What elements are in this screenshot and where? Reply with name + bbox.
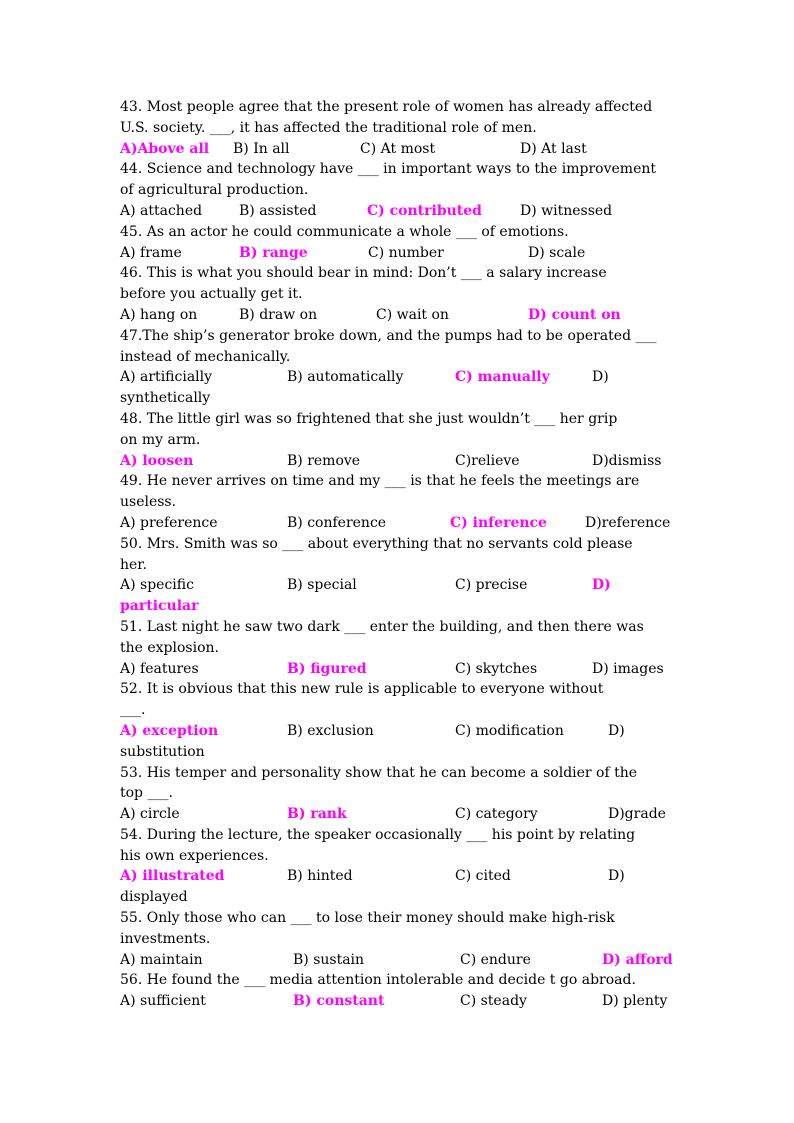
answer-option: B) In all [233,140,290,157]
question-text-line: useless. [120,494,177,511]
answer-option: C) skytches [455,660,538,677]
question-text-line: the explosion. [120,639,219,656]
correct-answer-option: B) figured [287,660,367,677]
answer-option: A) artificially [120,369,213,386]
answer-option: D)grade [608,806,666,823]
answer-option: B) exclusion [287,722,374,739]
question-text-line: 52. It is obvious that this new rule is applicable to everyone without [120,681,604,698]
answer-option: C) category [455,806,538,823]
answer-option: C) number [368,244,444,261]
answer-options-line [120,305,720,326]
question-text-line: 49. He never arrives on time and my ___ is that he feels the meetings are [120,473,640,490]
answer-option: B) special [287,577,357,594]
answer-option: C)relieve [455,452,520,469]
answer-option: B) conference [287,514,387,531]
answer-options-line [120,243,720,264]
answer-option: D)dismiss [592,452,662,469]
document-page [120,97,720,1012]
answer-option: C) At most [360,140,436,157]
question-text-line: her. [120,556,147,573]
question-text-line: 44. Science and technology have ___ in important ways to the improvement [120,161,657,178]
answer-option: A) circle [120,806,180,823]
question-text-line: 47.The ship’s generator broke down, and the pumps had to be operated ___ [120,327,657,344]
answer-option: C) modification [455,722,564,739]
answer-option: B) draw on [239,306,318,323]
answer-option: D) scale [528,244,586,261]
question-text-line: investments. [120,930,211,947]
answer-option: C) steady [460,993,527,1010]
correct-answer-option: B) range [239,244,308,261]
correct-answer-option: C) inference [450,514,547,531]
answer-option: C) endure [460,951,531,968]
correct-answer-option: B) constant [293,993,385,1010]
answer-option: B) automatically [287,369,404,386]
correct-answer-option: A) loosen [120,452,194,469]
answer-option: D) [608,868,625,885]
question-text-line: his own experiences. [120,847,269,864]
question-text-line: of agricultural production. [120,182,309,199]
correct-answer-option: A) illustrated [120,868,225,885]
question-text-line: 56. He found the ___ media attention intolerable and decide t go abroad. [120,972,636,989]
question-text-line: U.S. society. ___, it has affected the traditional role of men. [120,119,537,136]
answer-option: A) maintain [120,951,203,968]
answer-options-line [120,721,720,742]
question-text-line: substitution [120,743,205,760]
answer-options-line [120,201,720,222]
question-text-line: 45. As an actor he could communicate a whole ___ of emotions. [120,223,569,240]
answer-options-line [120,139,720,160]
correct-answer-continuation: particular [120,598,199,615]
answer-options-line [120,866,720,887]
answer-options-line [120,451,720,472]
answer-option: A) preference [120,514,218,531]
answer-option: D) images [592,660,664,677]
answer-option: D) witnessed [520,202,613,219]
answer-option: B) remove [287,452,361,469]
answer-option: C) cited [455,868,511,885]
answer-options-line [120,367,720,388]
answer-option: A) sufficient [120,993,206,1010]
correct-answer-option: C) contributed [367,202,482,219]
question-text-line: on my arm. [120,431,201,448]
answer-option: A) attached [120,202,203,219]
correct-answer-option: D) count on [528,306,621,323]
correct-answer-option: A)Above all [120,140,210,157]
answer-option: A) features [120,660,199,677]
question-text-line: synthetically [120,390,211,407]
question-text-line: 51. Last night he saw two dark ___ enter the building, and then there was [120,618,644,635]
answer-option: B) assisted [239,202,317,219]
answer-options-line [120,991,720,1012]
question-text-line: 55. Only those who can ___ to lose their money should make high-risk [120,910,615,927]
answer-option: A) frame [120,244,182,261]
answer-option: A) hang on [120,306,198,323]
answer-option: D) [608,722,625,739]
correct-answer-option: D) afford [602,951,673,968]
question-text-line: instead of mechanically. [120,348,291,365]
answer-option: B) sustain [293,951,365,968]
answer-option: D)reference [585,514,671,531]
answer-option: C) precise [455,577,528,594]
correct-answer-option: D) [592,577,611,594]
question-text-line: 50. Mrs. Smith was so ___ about everything that no servants cold please [120,535,633,552]
answer-option: D) At last [520,140,587,157]
question-text-line: displayed [120,889,188,906]
question-text-line: 48. The little girl was so frightened that she just wouldn’t ___ her grip [120,410,618,427]
question-text-line: 54. During the lecture, the speaker occasionally ___ his point by relating [120,826,636,843]
answer-options-line [120,513,720,534]
answer-options-line [120,659,720,680]
question-text-line: 53. His temper and personality show that he can become a soldier of the [120,764,638,781]
answer-options-line [120,575,720,596]
answer-option: B) hinted [287,868,353,885]
answer-option: D) plenty [602,993,668,1010]
question-text-line: top ___. [120,785,173,802]
question-text-line: ___. [120,702,146,719]
answer-option: C) wait on [376,306,449,323]
correct-answer-option: C) manually [455,369,550,386]
question-text-line: 46. This is what you should bear in mind: Don’t ___ a salary increase [120,265,607,282]
answer-option: D) [592,369,609,386]
answer-options-line [120,804,720,825]
correct-answer-option: A) exception [120,722,219,739]
question-text-line: before you actually get it. [120,286,303,303]
correct-answer-option: B) rank [287,806,347,823]
answer-options-line [120,950,720,971]
question-text-line: 43. Most people agree that the present role of women has already affected [120,99,653,115]
answer-option: A) specific [120,577,194,594]
